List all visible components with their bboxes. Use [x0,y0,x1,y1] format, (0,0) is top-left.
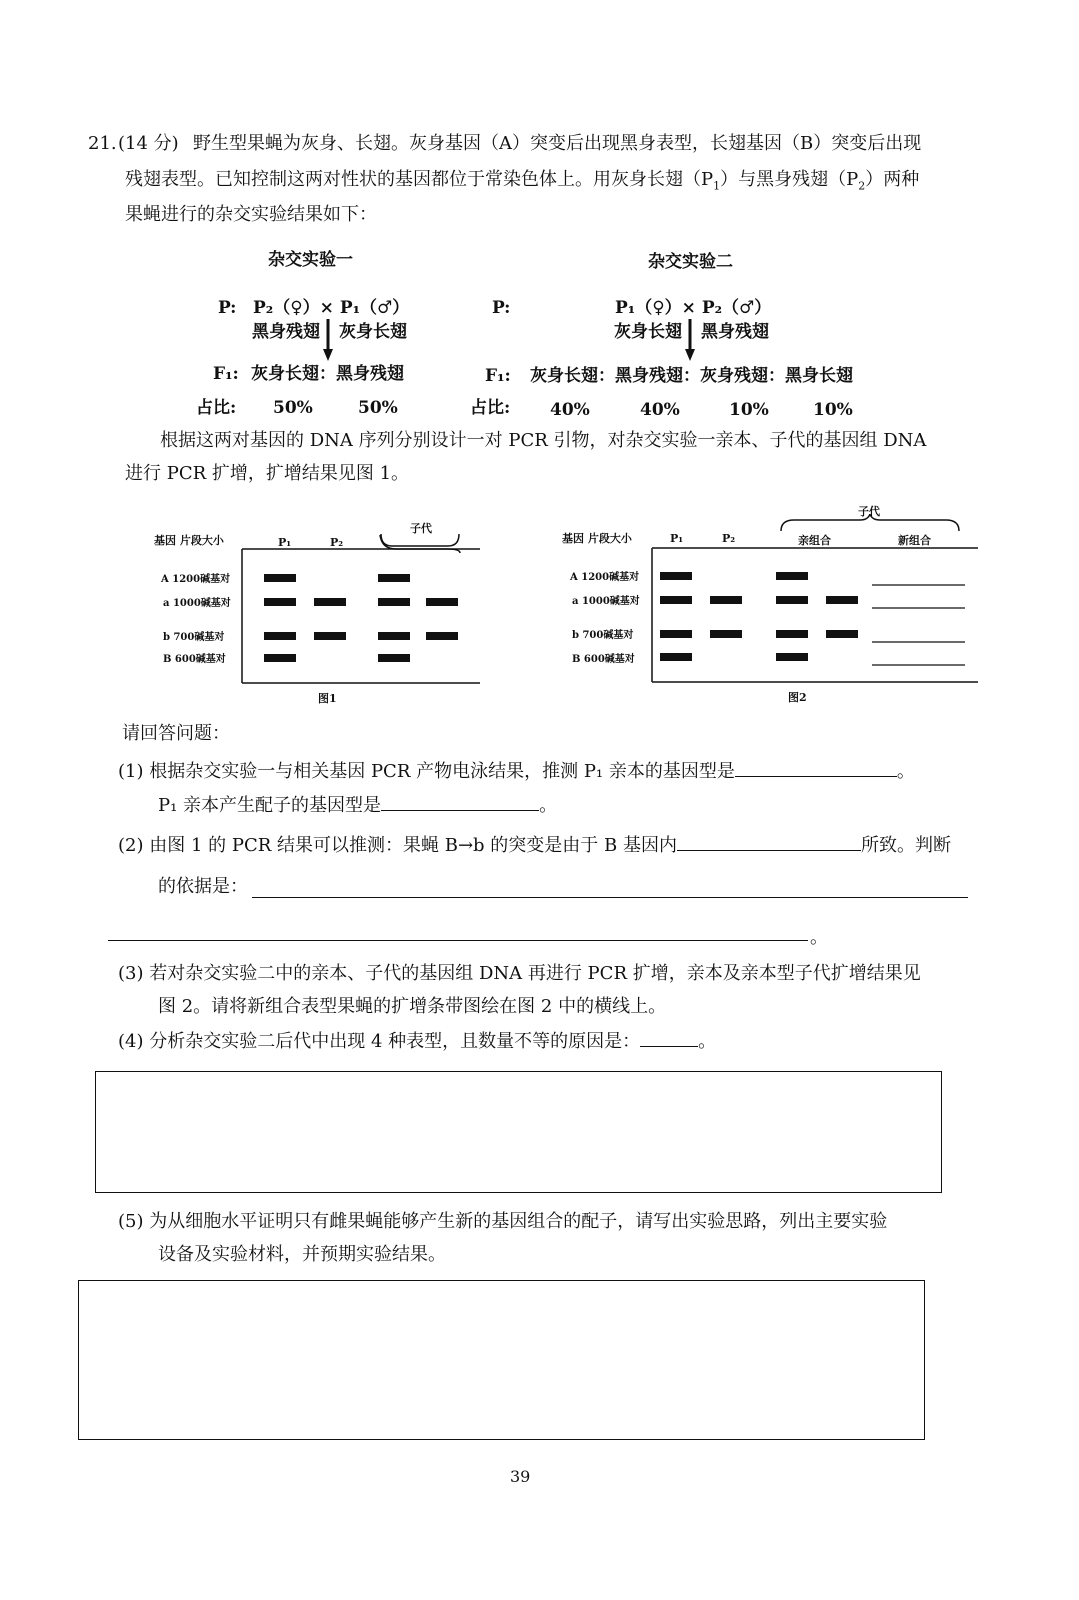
q1-answer-blank-2[interactable] [381,792,539,811]
fig1-row-a-upper: A 1200碱基对 [161,574,231,585]
fig1-col-offspring: 子代 [410,522,432,535]
fig2-row-a-upper: A 1200碱基对 [570,572,640,583]
page-number: 39 [510,1467,531,1486]
cross2-ratio-4: 10% [813,400,853,420]
sub-1: 1 [713,179,721,193]
q5-line-b: 设备及实验材料，并预期实验结果。 [158,1244,446,1265]
fig2-row-b-upper: B 600碱基对 [572,654,635,665]
q5-answer-box[interactable] [78,1280,925,1440]
fig2-col-p1: P₁ [670,532,684,545]
q2-end-a: 所致。判断 [860,835,951,856]
intro-line-2a: 残翅表型。已知控制这两对性状的基因都位于常染色体上。用灰身长翅（P [125,169,714,190]
intro-line-3: 果蝇进行的杂交实验结果如下： [125,204,377,225]
q4-text: (4) 分析杂交实验二后代中出现 4 种表型，且数量不等的原因是： [118,1031,641,1052]
q2-line-b: 的依据是： [158,876,248,897]
fig2-row-a-lower: a 1000碱基对 [572,596,640,607]
cross1-p-label: P: [218,298,237,318]
fig2-row-b-lower: b 700碱基对 [572,630,634,641]
cross1-ratio-label: 占比: [196,398,237,418]
q1-end-a: 。 [896,761,915,782]
q1-line-a [118,758,915,784]
q2-answer-line-2[interactable] [252,897,968,898]
intro-line-1: 野生型果蝇为灰身、长翅。灰身基因（A）突变后出现黑身表型，长翅基因（B）突变后出现 [193,133,922,154]
fig2-caption: 图2 [788,691,807,704]
cross1-left-pheno: 黑身残翅 [252,322,320,342]
cross2-parents: P₁（♀）× P₂（♂） [615,298,772,318]
cross2-ratio-label: 占比: [470,398,511,418]
fig1-row-b-upper: B 600碱基对 [163,654,226,665]
q1-text-b: P₁ 亲本产生配子的基因型是 [158,795,382,816]
cross2-p-label: P: [492,298,511,318]
cross1-offspring: 灰身长翅：黑身残翅 [251,364,404,384]
q5-line-a: (5) 为从细胞水平证明只有雌果蝇能够产生新的基因组合的配子，请写出实验思路，列出主要实验 [118,1211,888,1232]
fig1-brace [380,533,460,547]
intro-line-2 [125,168,919,199]
fig2-col-recomb: 新组合 [898,534,931,547]
questions-prompt: 请回答问题： [122,723,230,744]
pcr-text-line-2: 进行 PCR 扩增，扩增结果见图 1。 [125,463,410,484]
q1-line-b [158,792,557,818]
cross2-ratio-1: 40% [550,400,590,420]
q4-line [118,1028,716,1054]
q2-answer-blank-1[interactable] [677,832,861,851]
fig1-col-p2: P₂ [330,536,344,549]
question-score: (14 分) [118,133,179,154]
cross2-arrow [685,319,695,361]
cross1-ratio-1: 50% [273,398,313,418]
q2-text-a: (2) 由图 1 的 PCR 结果可以推测：果蝇 B→b 的突变是由于 B 基因内 [118,835,677,856]
q1-text-a: (1) 根据杂交实验一与相关基因 PCR 产物电泳结果，推测 P₁ 亲本的基因型是 [118,761,735,782]
fig2-brace [780,514,960,532]
fig2-col-offspring: 子代 [858,505,880,518]
q2-line-a [118,832,951,858]
fig2-col-parental: 亲组合 [798,534,831,547]
q1-answer-blank-1[interactable] [735,758,897,777]
cross1-title: 杂交实验一 [268,250,353,270]
cross2-left-pheno: 灰身长翅 [614,322,682,342]
cross1-right-pheno: 灰身长翅 [339,322,407,342]
fig1-row-a-lower: a 1000碱基对 [163,598,231,609]
cross2-right-pheno: 黑身残翅 [701,322,769,342]
intro-line-2c: ）两种 [865,169,920,190]
q2-answer-line-3[interactable] [108,940,808,941]
q4-answer-blank[interactable] [640,1028,698,1047]
q4-end: 。 [698,1031,717,1052]
fig2-header-gene: 基因 片段大小 [562,532,632,545]
cross2-f1-label: F₁: [485,366,511,386]
cross1-f1-label: F₁: [213,364,239,384]
cross1-arrow [323,319,333,361]
q4-answer-box[interactable] [95,1071,942,1193]
fig1-header-gene: 基因 片段大小 [154,534,224,547]
cross1-parents: P₂（♀）× P₁（♂） [253,298,410,318]
cross2-ratio-2: 40% [640,400,680,420]
cross2-title: 杂交实验二 [648,252,733,272]
q2-end-c: 。 [810,927,828,948]
question-number: 21. [88,133,117,154]
fig1-col-p1: P₁ [278,536,292,549]
fig1-caption: 图1 [318,692,337,705]
fig2-gel [560,540,980,690]
cross2-ratio-3: 10% [729,400,769,420]
q1-end-b: 。 [539,795,558,816]
intro-line-2b: ）与黑身残翅（P [720,169,859,190]
q3-line-a: (3) 若对杂交实验二中的亲本、子代的基因组 DNA 再进行 PCR 扩增，亲本及亲本型子代扩增结果见 [118,963,921,984]
q3-line-b: 图 2。请将新组合表型果蝇的扩增条带图绘在图 2 中的横线上。 [158,996,667,1017]
cross1-ratio-2: 50% [358,398,398,418]
pcr-text-line-1: 根据这两对基因的 DNA 序列分别设计一对 PCR 引物，对杂交实验一亲本、子代的基因组 DNA [160,430,927,451]
sub-2: 2 [858,179,866,193]
fig1-row-b-lower: b 700碱基对 [163,632,225,643]
fig2-col-p2: P₂ [722,532,736,545]
cross2-offspring: 灰身长翅：黑身残翅：灰身残翅：黑身长翅 [530,366,853,386]
